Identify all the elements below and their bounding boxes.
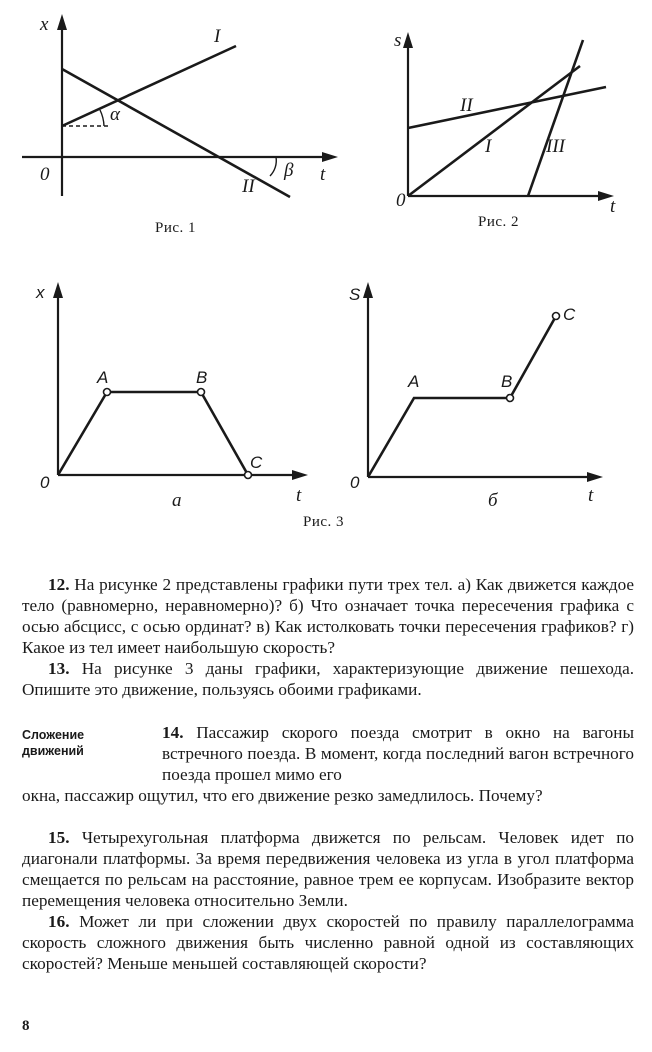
fig3b-graph	[368, 316, 556, 477]
problem-16-text: Может ли при сложении двух скоростей по правилу параллелограмма скорость сложного движения быть численно равной одной из составляющих скоростей? Меньше меньшей составляющей скорости?	[22, 912, 634, 973]
fig3b-point-C	[553, 313, 560, 320]
fig3a-point-A	[104, 389, 111, 396]
fig1-beta-arc	[270, 157, 276, 176]
fig1-line-I	[62, 46, 236, 126]
fig3b-origin: 0	[350, 473, 360, 492]
fig3a-point-B	[198, 389, 205, 396]
fig3b-x-arrow	[587, 472, 603, 482]
fig1-alpha-label: α	[110, 104, 120, 125]
fig1-origin: 0	[40, 164, 50, 185]
fig3a-x-arrow	[292, 470, 308, 480]
fig3b-label-B: B	[501, 372, 513, 391]
fig2-line-I-label: I	[485, 136, 492, 157]
problem-12-number: 12.	[48, 575, 70, 594]
problem-15-number: 15.	[48, 828, 70, 847]
fig2-caption: Рис. 2	[478, 214, 520, 230]
fig3b-y-label: S	[349, 285, 361, 304]
fig3-caption: Рис. 3	[303, 514, 345, 530]
fig3a-y-arrow	[53, 282, 63, 298]
problem-14-text-first: Пассажир скорого поезда смотрит в окно на вагоны встречного поезда. В момент, когда последний вагон встречного поезда прошел мимо его	[162, 723, 634, 784]
fig3b-label-C: C	[563, 305, 576, 324]
fig3a-x-label: t	[296, 485, 302, 506]
problem-12-text: На рисунке 2 представлены графики пути трех тел. а) Как движется каждое тело (равномерно, неравномерно)? б) Что означает точка пересечения графика с осью абсцисс, с осью ординат? в) Как истолковать точки пересечения графиков? г) Какое из тел имеет наибольшую скорость?	[22, 575, 635, 657]
fig3b-point-B	[507, 395, 514, 402]
fig3a-y-label: x	[36, 283, 45, 302]
fig3b-x-label: t	[588, 485, 594, 506]
fig1-y-label: x	[40, 14, 49, 35]
problem-15-text: Четырехугольная платформа движется по рельсам. Человек идет по диагонали платформы. За время передвижения человека из угла в угол платформа смещается по рельсам на расстояние, равное трем ее корпусам. Изобразите вектор перемещения человека относительно Земли.	[22, 828, 634, 910]
fig1-line-II-label: II	[242, 176, 255, 197]
fig2-y-label: s	[394, 30, 402, 51]
problem-14-text-rest: окна, пассажир ощутил, что его движение резко замедлилось. Почему?	[22, 786, 543, 805]
fig2-line-II-label: II	[460, 95, 473, 116]
fig3a-label-C: C	[250, 453, 263, 472]
fig1-caption: Рис. 1	[155, 220, 197, 236]
problem-15	[22, 827, 634, 911]
problems-15-16	[22, 827, 634, 974]
fig3a-label-A: A	[97, 368, 109, 387]
fig1-x-label: t	[320, 164, 326, 185]
problem-14	[22, 722, 634, 806]
side-note-line1: Сложение	[22, 728, 85, 742]
fig1-line-II	[62, 69, 290, 197]
side-note-line2: движений	[22, 744, 84, 758]
problem-14-first	[22, 722, 634, 785]
problem-14-number: 14.	[162, 723, 184, 742]
figure-1	[22, 14, 338, 236]
problem-13-number: 13.	[48, 659, 70, 678]
fig2-origin: 0	[396, 190, 406, 211]
figure-3b	[349, 282, 603, 511]
problem-16	[22, 911, 634, 974]
fig3a-origin: 0	[40, 473, 50, 492]
problem-12	[22, 574, 634, 658]
fig3a-label-B: B	[196, 368, 208, 387]
fig1-x-arrow	[322, 152, 338, 162]
problems-12-13	[22, 574, 634, 700]
fig3a-graph	[58, 392, 248, 475]
fig3a-sublabel: а	[172, 490, 182, 511]
figure-3a	[35, 282, 308, 511]
fig2-line-III	[528, 40, 583, 196]
fig3b-label-A: A	[408, 372, 420, 391]
fig1-beta-label: β	[284, 160, 294, 181]
figure-2	[394, 30, 616, 230]
fig2-line-III-label: III	[546, 136, 565, 157]
fig1-line-I-label: I	[214, 26, 221, 47]
fig2-y-arrow	[403, 32, 413, 48]
fig3b-y-arrow	[363, 282, 373, 298]
problem-16-number: 16.	[48, 912, 70, 931]
fig2-line-I	[408, 66, 580, 196]
fig3b-sublabel: б	[488, 490, 498, 511]
fig2-x-label: t	[610, 196, 616, 217]
page-number: 8	[22, 1018, 30, 1034]
problem-13-text: На рисунке 3 даны графики, характеризующие движение пешехода. Опишите это движение, пользуясь обоими графиками.	[22, 659, 634, 699]
fig3a-point-C	[245, 472, 252, 479]
problem-13	[22, 658, 634, 700]
fig1-alpha-arc	[100, 110, 104, 126]
fig1-y-arrow	[57, 14, 67, 30]
